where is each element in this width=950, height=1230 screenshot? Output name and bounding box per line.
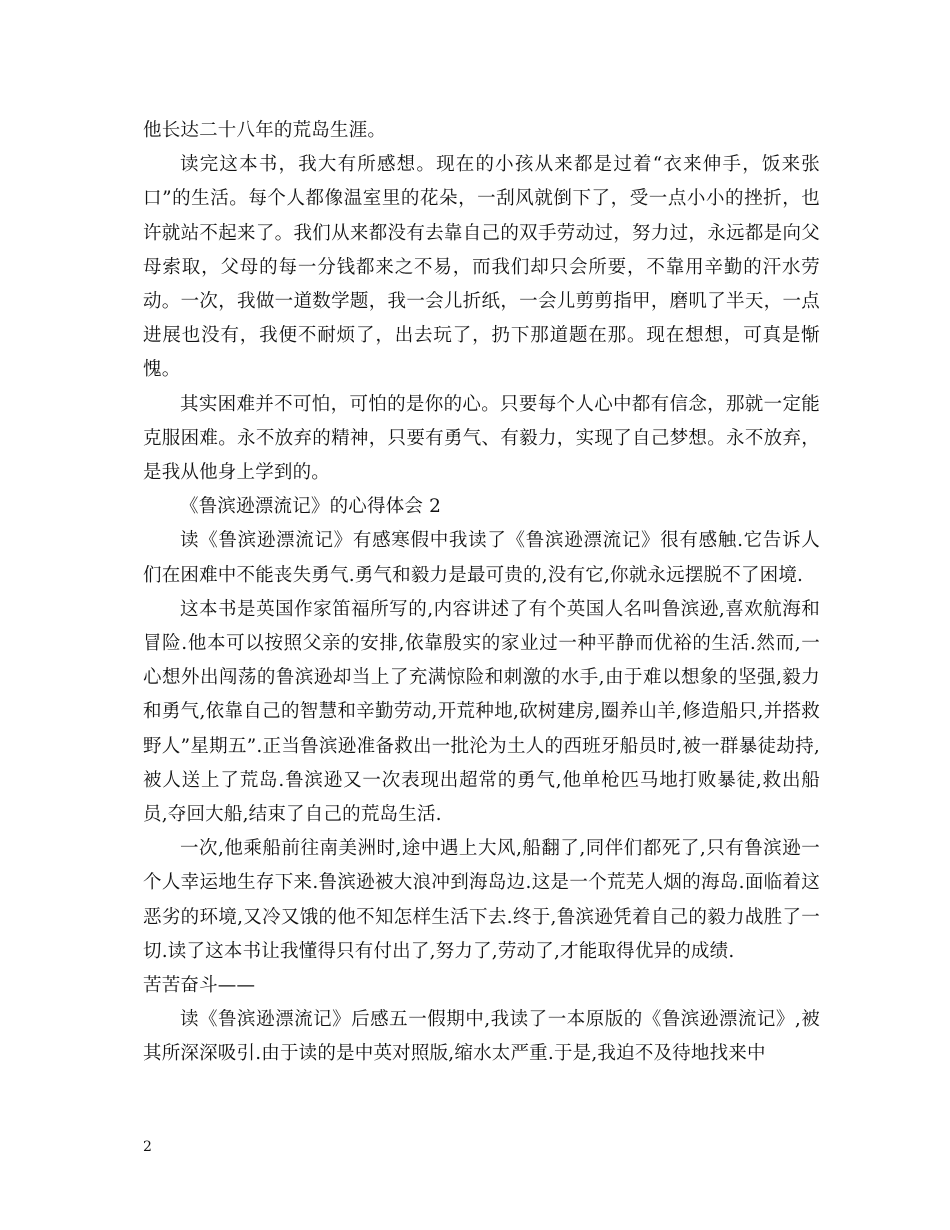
paragraph: 读《鲁滨逊漂流记》有感寒假中我读了《鲁滨逊漂流记》很有感触.它告诉人们在困难中不能丧失勇气.勇气和毅力是最可贵的,没有它,你就永远摆脱不了困境. — [143, 530, 820, 586]
paragraph: 苦苦奋斗—— — [143, 975, 256, 997]
paragraph: 读《鲁滨逊漂流记》后感五一假期中,我读了一本原版的《鲁滨逊漂流记》,被其所深深吸引.由于读的是中英对照版,缩水太严重.于是,我迫不及待地找来中 — [143, 1009, 820, 1065]
paragraph: 一次,他乘船前往南美洲时,途中遇上大风,船翻了,同伴们都死了,只有鲁滨逊一个人幸运地生存下来.鲁滨逊被大浪冲到海岛边.这是一个荒芜人烟的海岛.面临着这恶劣的环境,又冷又饿的他不知怎样生活下去.终于,鲁滨逊凭着自己的毅力战胜了一切.读了这本书让我懂得只有付出了,努力了,劳动了,才能取得优异的成绩. — [143, 838, 820, 962]
paragraph: 这本书是英国作家笛福所写的,内容讲述了有个英国人名叫鲁滨逊,喜欢航海和冒险.他本可以按照父亲的安排,依靠殷实的家业过一种平静而优裕的生活.然而,一心想外出闯荡的鲁滨逊却当上了充满惊险和刺激的水手,由于难以想象的坚强,毅力和勇气,依靠自己的智慧和辛勤劳动,开荒种地,砍树建房,圈养山羊,修造船只,并搭救野人”星期五”.正当鲁滨逊准备救出一批沦为土人的西班牙船员时,被一群暴徒劫持,被人送上了荒岛.鲁滨逊又一次表现出超常的勇气,他单枪匹马地打败暴徒,救出船员,夺回大船,结束了自己的荒岛生活. — [143, 598, 820, 826]
page-number: 2 — [143, 1139, 152, 1155]
paragraph: 读完这本书，我大有所感想。现在的小孩从来都是过着“衣来伸手，饭来张口”的生活。每个人都像温室里的花朵，一刮风就倒下了，受一点小小的挫折，也许就站不起来了。我们从来都没有去靠自己的双手劳动过，努力过，永远都是向父母索取，父母的每一分钱都来之不易，而我们却只会所要，不靠用辛勤的汗水劳动。一次，我做一道数学题，我一会儿折纸，一会儿剪剪指甲，磨叽了半天，一点进展也没有，我便不耐烦了，出去玩了，扔下那道题在那。现在想想，可真是惭愧。 — [143, 154, 820, 381]
document-body — [143, 114, 820, 1072]
paragraph: 其实困难并不可怕，可怕的是你的心。只要每个人心中都有信念，那就一定能克服困难。永不放弃的精神，只要有勇气、有毅力，实现了自己梦想。永不放弃，是我从他身上学到的。 — [143, 393, 820, 484]
section-heading: 《鲁滨逊漂流记》的心得体会 2 — [180, 496, 442, 518]
paragraph: 他长达二十八年的荒岛生涯。 — [143, 120, 387, 141]
